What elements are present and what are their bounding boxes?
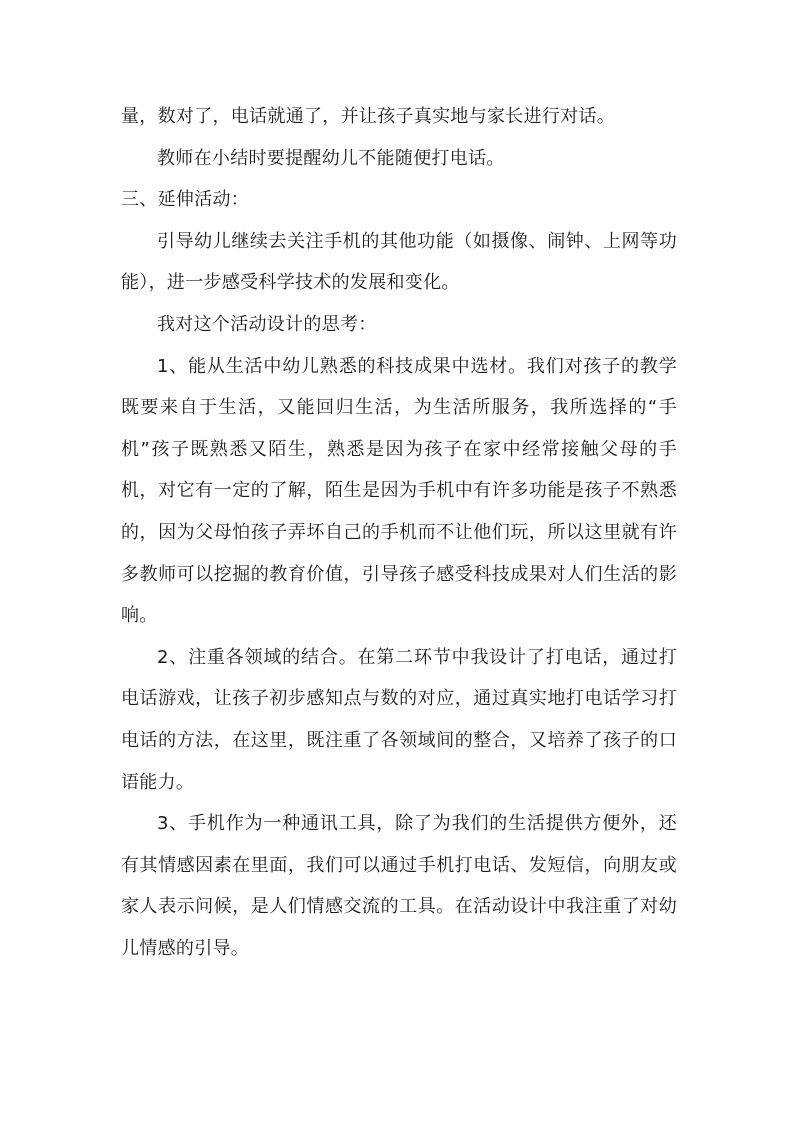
paragraph-reflection-2: 2、注重各领域的结合。在第二环节中我设计了打电话，通过打电话游戏，让孩子初步感知点与数的对应，通过真实地打电话学习打电话的方法，在这里，既注重了各领域间的整合，又培养了孩子的口语能力。 — [121, 646, 677, 793]
paragraph-continuation: 量，数对了，电话就通了，并让孩子真实地与家长进行对话。 — [121, 106, 616, 127]
document-body — [121, 96, 677, 969]
paragraph-reflection-1: 1、能从生活中幼儿熟悉的科技成果中选材。我们对孩子的教学既要来自于生活，又能回归生活，为生活所服务，我所选择的“手机”孩子既熟悉又陌生，熟悉是因为孩子在家中经常接触父母的手机，对它有一定的了解，陌生是因为手机中有许多功能是孩子不熟悉的，因为父母怕孩子弄坏自己的手机而不让他们玩，所以这里就有许多教师可以挖掘的教育价值，引导孩子感受科技成果对人们生活的影响。 — [121, 355, 677, 627]
paragraph-reflection-intro: 我对这个活动设计的思考： — [157, 313, 377, 335]
paragraph-extension-activity: 引导幼儿继续去关注手机的其他功能（如摄像、闹钟、上网等功能），进一步感受科学技术的发展和变化。 — [121, 230, 677, 294]
section-heading-extension: 三、延伸活动： — [121, 189, 250, 211]
paragraph-reflection-3: 3、手机作为一种通讯工具，除了为我们的生活提供方便外，还有其情感因素在里面，我们可以通过手机打电话、发短信，向朋友或家人表示问候，是人们情感交流的工具。在活动设计中我注重了对幼儿情感的引导。 — [121, 813, 677, 959]
paragraph-teacher-summary: 教师在小结时要提醒幼儿不能随便打电话。 — [157, 147, 505, 169]
